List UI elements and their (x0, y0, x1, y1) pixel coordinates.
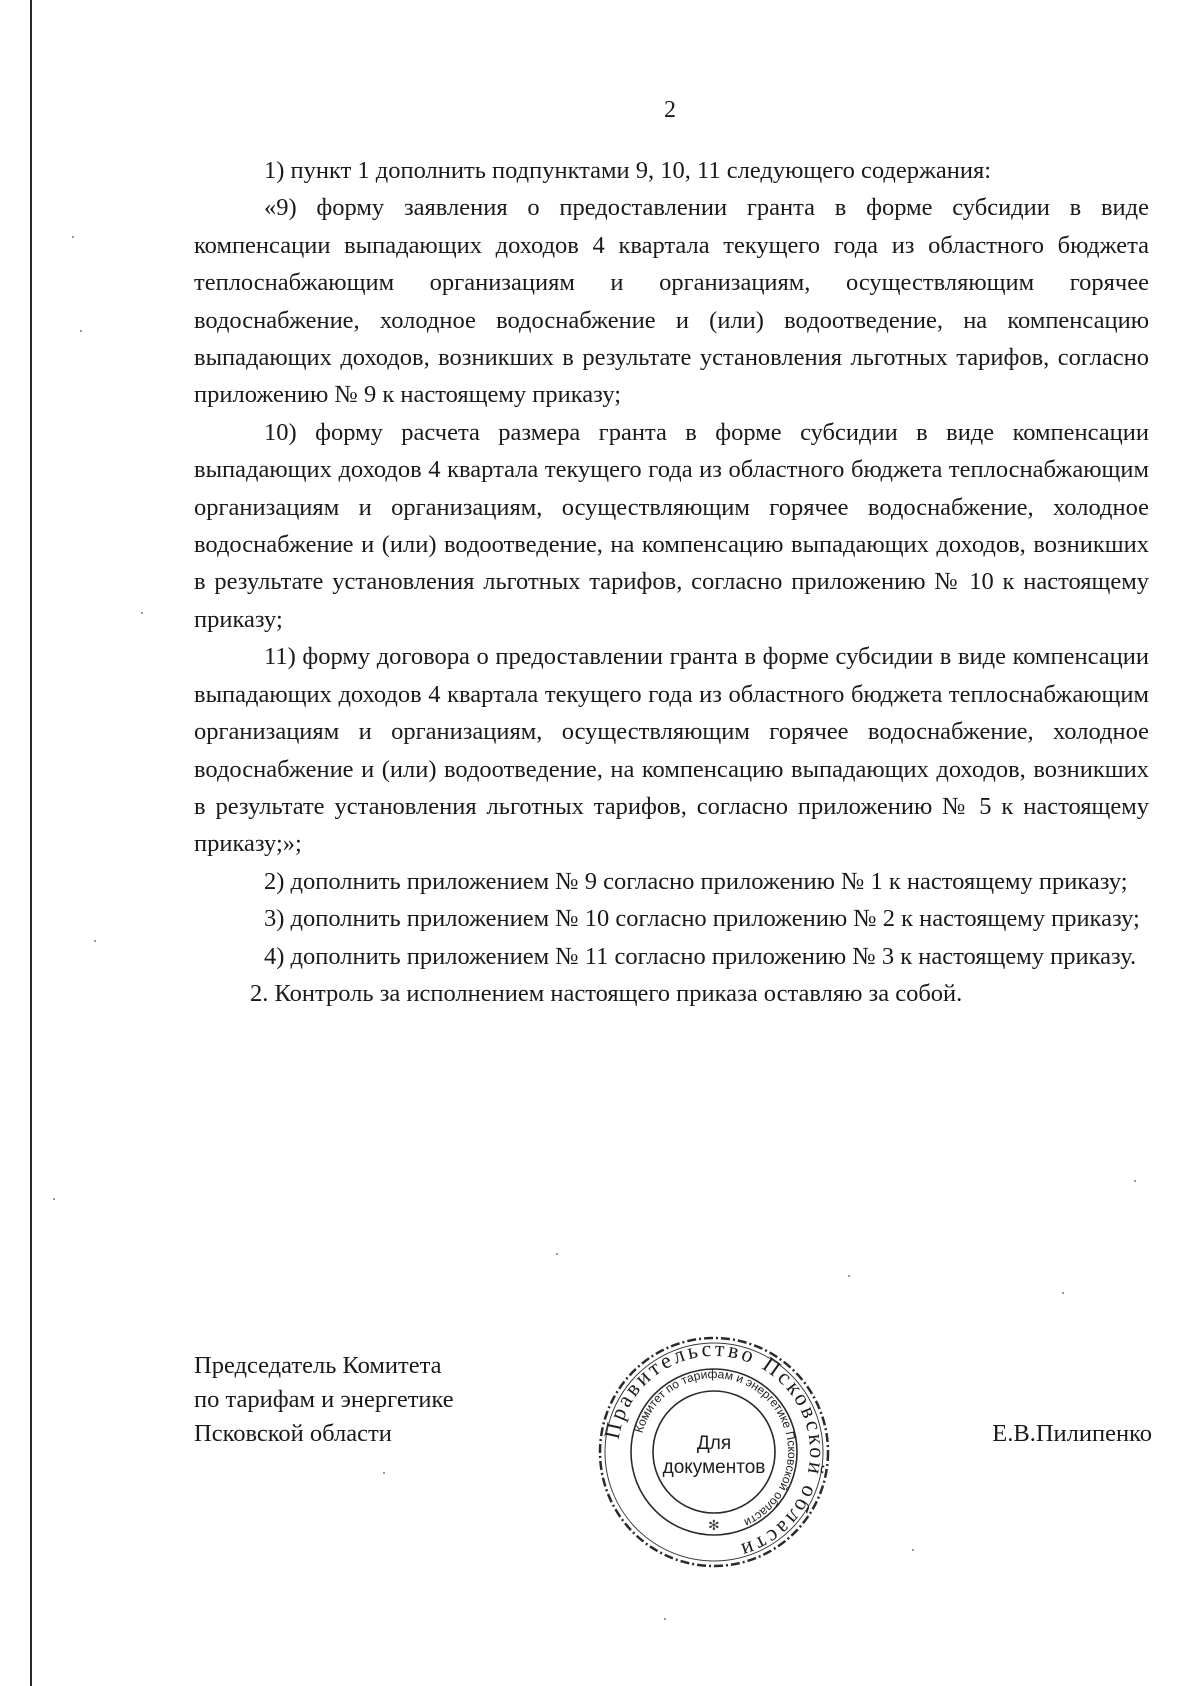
scan-speck (664, 1618, 666, 1620)
scan-speck (383, 1472, 385, 1474)
scan-speck (1062, 1292, 1064, 1294)
paragraph-item-4: 4) дополнить приложением № 11 согласно приложению № 3 к настоящему приказу. (264, 942, 1137, 970)
signatory-title-line: по тарифам и энергетике (194, 1386, 454, 1413)
seal-center-text (596, 1432, 832, 1480)
scan-speck (53, 1198, 55, 1200)
scan-speck (94, 940, 96, 942)
seal-inner-text: Комитет по тарифам и энергетике Псковской области (631, 1366, 800, 1530)
official-seal (596, 1334, 832, 1570)
scan-speck (141, 612, 143, 614)
document-body (194, 152, 1149, 1012)
scan-speck (72, 236, 74, 238)
scan-speck (80, 330, 82, 332)
seal-center-line: Для (696, 1433, 732, 1454)
paragraph-item-2: 2) дополнить приложением № 9 согласно приложению № 1 к настоящему приказу; (264, 867, 1128, 895)
scan-speck (556, 1253, 558, 1255)
paragraph-subitem-10: 10) форму расчета размера гранта в форме субсидии в виде компенсации выпадающих доходов 4 квартала текущего года из областного бюджета теплоснабжающим организациям и организациям, осуществляющим горячее водоснабжение, холодное водоснабжение и (или) водоотведение, на компенсацию выпадающих доходов, возникших в результате установления льготных тарифов, согласно приложению № 10 к настоящему приказу; (194, 418, 1149, 633)
signatory-name: Е.В.Пилипенко (992, 1420, 1152, 1447)
seal-outer-text: Правительство Псковской области (598, 1335, 831, 1565)
control-paragraph: 2. Контроль за исполнением настоящего приказа оставляю за собой. (250, 979, 963, 1007)
scan-speck (848, 1275, 850, 1277)
scan-speck (1134, 1180, 1136, 1182)
scan-speck (912, 1549, 914, 1551)
signatory-title-line: Псковской области (194, 1420, 392, 1447)
paragraph-item-1: 1) пункт 1 дополнить подпунктами 9, 10, 11 следующего содержания: (264, 157, 992, 184)
paragraph-item-3: 3) дополнить приложением № 10 согласно приложению № 2 к настоящему приказу; (264, 905, 1140, 933)
paragraph-subitem-11: 11) форму договора о предоставлении гранта в форме субсидии в виде компенсации выпадающих доходов 4 квартала текущего года из областного бюджета теплоснабжающим организациям и организациям, осуществляющим горячее водоснабжение, холодное водоснабжение и (или) водоотведение, на компенсацию выпадающих доходов, возникших в результате установления льготных тарифов, согласно приложению № 5 к настоящему приказу;»; (194, 643, 1149, 858)
paragraph-subitem-9: «9) форму заявления о предоставлении гранта в форме субсидии в виде компенсации выпадающих доходов 4 квартала текущего года из областного бюджета теплоснабжающим организациям и организациям, осуществляющим горячее водоснабжение, холодное водоснабжение и (или) водоотведение, на компенсацию выпадающих доходов, возникших в результате установления льготных тарифов, согласно приложению № 9 к настоящему приказу; (194, 194, 1149, 409)
signatory-title-line: Председатель Комитета (194, 1352, 442, 1379)
scan-edge-line (30, 0, 32, 1686)
page-number: 2 (664, 97, 676, 123)
signatory-title (194, 1349, 454, 1451)
seal-center-line: документов (662, 1457, 766, 1478)
svg-text:✻: ✻ (708, 1518, 720, 1534)
